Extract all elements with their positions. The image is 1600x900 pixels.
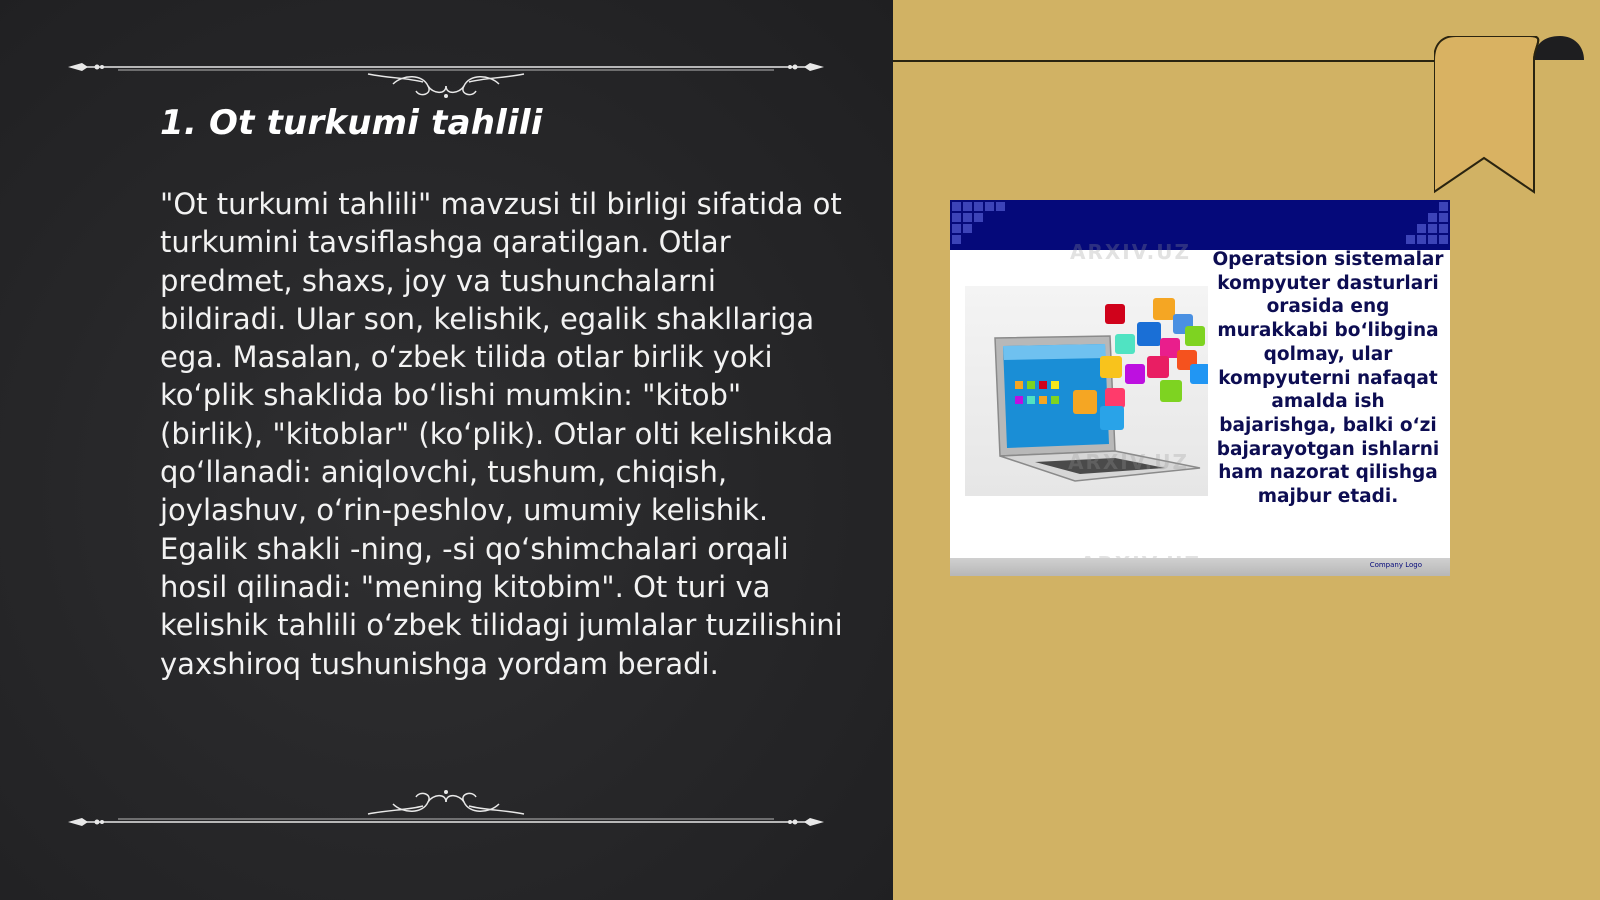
ornament-top-icon [68,38,824,98]
os-illustration-image [950,200,1450,576]
divider-line [893,60,1438,62]
slide-title: 1. Ot turkumi tahlili [160,103,543,143]
picture-footer-bar [950,558,1450,576]
ornament-bottom-icon [68,770,824,830]
watermark-text: ARXIV.UZ [1070,240,1191,264]
bookmark-ribbon-icon [1434,36,1584,201]
watermark-text-middle: ARXIV.UZ [1068,450,1189,474]
slide-body-text: "Ot turkumi tahlili" mavzusi til birligi sifatida ot turkumini tavsiflashga qaratilgan. Otlar predmet, shaxs, joy va tushunchalarni bildiradi. Ular son, kelishik, egalik shakllariga ega. Masalan, o‘zbek tilida otlar birlik yoki ko‘plik shaklida bo‘lishi mumkin: "kitob" (birlik), "kitoblar" (ko‘plik). Otlar olti kelishikda qo‘llanadi: aniqlovchi, tushum, chiqish, joylashuv, o‘rin-peshlov, umumiy kelishik. Egalik shakli -ning, -si qo‘shimchalari orqali hosil qilinadi: "mening kitobim". Ot turi va kelishik tahlili o‘zbek tilidagi jumlalar tuzilishini yaxshiroq tushunishga yordam beradi. [160,187,843,681]
company-logo-text: Company Logo [1369,561,1422,569]
picture-header-bar [950,200,1450,250]
picture-caption-text: Operatsion sistemalar kompyuter dasturlari orasida eng murakkabi bo‘libgina qolmay, ular kompyuterni nafaqat amalda ish bajarishga, balki o‘zi bajarayotgan ishlarni ham nazorat qilishga majbur etadi. [1212,249,1444,508]
